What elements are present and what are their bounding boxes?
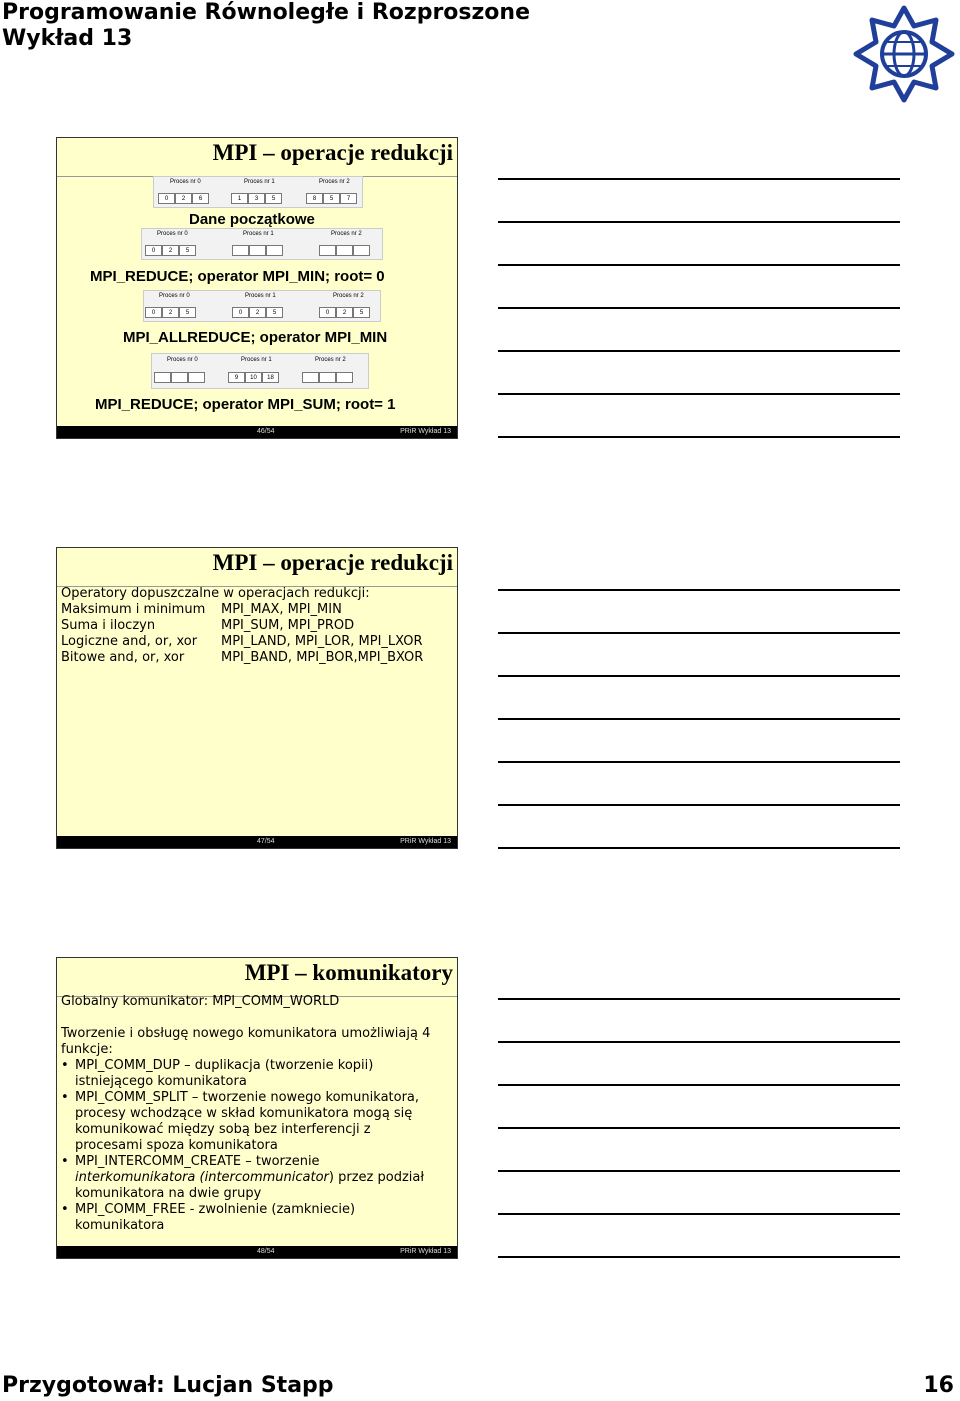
- list-item-line: procesami spoza komunikatora: [75, 1138, 278, 1153]
- university-logo-icon: [852, 4, 956, 104]
- list-item-line: komunikować między sobą bez interferencji z: [75, 1122, 371, 1137]
- caption-initial: Dane początkowe: [189, 211, 315, 228]
- list-item: [61, 1058, 424, 1090]
- initial-row-p2: [306, 193, 357, 204]
- list-item-line: istniejącego komunikatora: [75, 1074, 247, 1089]
- slide-footer-label: PRiR Wykład 13: [400, 428, 451, 435]
- allreduce-row-p0: [145, 307, 196, 318]
- data-cell: 5: [179, 245, 196, 256]
- list-item-line: procesy wchodzące w skład komunikatora mogą się: [75, 1106, 413, 1121]
- reduce-min-row-p0: [145, 245, 196, 256]
- empty-cell: [266, 245, 283, 256]
- operators-intro: Operatory dopuszczalne w operacjach redukcji:: [61, 586, 370, 601]
- data-cell: 9: [228, 372, 245, 383]
- note-line: [498, 350, 900, 352]
- empty-cell: [319, 245, 336, 256]
- empty-cell: [249, 245, 266, 256]
- reduce-min-row-p2: [319, 245, 370, 256]
- data-cell: 5: [266, 307, 283, 318]
- operator-ops: MPI_SUM, MPI_PROD: [221, 618, 355, 633]
- empty-cell: [232, 245, 249, 256]
- slide-title: MPI – komunikatory: [244, 960, 453, 985]
- note-line: [498, 718, 900, 720]
- slide-footer: [57, 426, 457, 438]
- proc-label: Proces nr 2: [331, 231, 362, 237]
- data-cell: 5: [353, 307, 370, 318]
- list-item-line: [75, 1170, 424, 1186]
- data-cell: 10: [245, 372, 262, 383]
- data-cell: 5: [179, 307, 196, 318]
- global-communicator: Globalny komunikator: MPI_COMM_WORLD: [61, 994, 340, 1009]
- empty-cell: [336, 245, 353, 256]
- list-item-line: • MPI_COMM_SPLIT – tworzenie nowego komunikatora,: [75, 1090, 420, 1105]
- note-line: [498, 675, 900, 677]
- empty-cell: [154, 372, 171, 383]
- note-line: [498, 436, 900, 438]
- note-line: [498, 221, 900, 223]
- data-cell: 2: [162, 307, 179, 318]
- slide-number: 47/54: [257, 838, 275, 845]
- note-line: [498, 1213, 900, 1215]
- note-line: [498, 264, 900, 266]
- data-cell: 2: [162, 245, 179, 256]
- slide-46: [56, 137, 458, 439]
- data-cell: 0: [145, 245, 162, 256]
- operator-ops: MPI_BAND, MPI_BOR,MPI_BXOR: [221, 650, 424, 665]
- data-cell: 0: [145, 307, 162, 318]
- note-line: [498, 1127, 900, 1129]
- note-line: [498, 804, 900, 806]
- data-cell: 5: [265, 193, 282, 204]
- operator-ops: MPI_LAND, MPI_LOR, MPI_LXOR: [221, 634, 423, 649]
- data-cell: 3: [248, 193, 265, 204]
- data-cell: 8: [306, 193, 323, 204]
- initial-row-p1: [231, 193, 282, 204]
- note-line: [498, 589, 900, 591]
- note-line: [498, 393, 900, 395]
- list-item: [61, 1090, 424, 1154]
- slide-number: 46/54: [257, 428, 275, 435]
- data-cell: 5: [323, 193, 340, 204]
- note-line: [498, 307, 900, 309]
- operator-name: Logiczne and, or, xor: [61, 634, 198, 649]
- proc-label: Proces nr 1: [243, 231, 274, 237]
- empty-cell: [188, 372, 205, 383]
- proc-label: Proces nr 1: [241, 357, 272, 363]
- intro-line: funkcje:: [61, 1042, 113, 1057]
- page-header: [2, 0, 530, 52]
- list-item-line: komunikatora na dwie grupy: [75, 1186, 262, 1201]
- function-list: [61, 1058, 424, 1234]
- reduce-sum-row-p1: [228, 372, 279, 383]
- proc-label: Proces nr 2: [333, 293, 364, 299]
- empty-cell: [336, 372, 353, 383]
- data-cell: 0: [158, 193, 175, 204]
- operator-name: Suma i iloczyn: [61, 618, 156, 633]
- note-line: [498, 761, 900, 763]
- empty-cell: [171, 372, 188, 383]
- caption-allreduce: MPI_ALLREDUCE; operator MPI_MIN: [123, 329, 388, 346]
- proc-label: Proces nr 2: [319, 179, 350, 185]
- proc-label: Proces nr 1: [244, 179, 275, 185]
- empty-cell: [302, 372, 319, 383]
- data-cell: 7: [340, 193, 357, 204]
- list-item: [61, 1154, 424, 1202]
- note-line: [498, 1041, 900, 1043]
- data-cell: 1: [231, 193, 248, 204]
- data-cell: 0: [319, 307, 336, 318]
- proc-label: Proces nr 0: [157, 231, 188, 237]
- list-item: [61, 1202, 424, 1234]
- header-subtitle: Wykład 13: [2, 26, 133, 51]
- data-cell: 2: [175, 193, 192, 204]
- slide-title: MPI – operacje redukcji: [212, 140, 453, 165]
- data-cell: 18: [262, 372, 279, 383]
- data-cell: 2: [336, 307, 353, 318]
- proc-label: Proces nr 0: [159, 293, 190, 299]
- list-item-line: • MPI_COMM_DUP – duplikacja (tworzenie kopii): [75, 1058, 374, 1073]
- note-line: [498, 178, 900, 180]
- note-line: [498, 847, 900, 849]
- slide-title: MPI – operacje redukcji: [212, 550, 453, 575]
- note-line: [498, 632, 900, 634]
- reduce-min-row-p1: [232, 245, 283, 256]
- list-item-line: komunikatora: [75, 1218, 165, 1233]
- operator-name: Maksimum i minimum: [61, 602, 206, 617]
- slide-number: 48/54: [257, 1248, 275, 1255]
- caption-reduce-min: MPI_REDUCE; operator MPI_MIN; root= 0: [90, 268, 385, 285]
- caption-reduce-sum: MPI_REDUCE; operator MPI_SUM; root= 1: [95, 396, 396, 413]
- note-line: [498, 998, 900, 1000]
- slide-footer: [57, 1246, 457, 1258]
- proc-label: Proces nr 1: [245, 293, 276, 299]
- allreduce-row-p2: [319, 307, 370, 318]
- note-line: [498, 1170, 900, 1172]
- proc-label: Proces nr 0: [167, 357, 198, 363]
- note-line: [498, 1084, 900, 1086]
- page-number: 16: [923, 1373, 954, 1398]
- initial-row-p0: [158, 193, 209, 204]
- empty-cell: [353, 245, 370, 256]
- slide-footer-label: PRiR Wykład 13: [400, 1248, 451, 1255]
- slide-48: [56, 957, 458, 1259]
- data-cell: 2: [249, 307, 266, 318]
- list-item-line: • MPI_COMM_FREE - zwolnienie (zamkniecie): [75, 1202, 356, 1217]
- slide-47: [56, 547, 458, 849]
- operator-name: Bitowe and, or, xor: [61, 650, 185, 665]
- page-footer-author: Przygotował: Lucjan Stapp: [2, 1373, 334, 1398]
- list-item-line: • MPI_INTERCOMM_CREATE – tworzenie: [75, 1154, 320, 1169]
- header-title: Programowanie Równoległe i Rozproszone: [2, 0, 530, 25]
- slide-footer: [57, 836, 457, 848]
- italic-term: interkomunikatora (intercommunicator: [75, 1170, 329, 1185]
- operator-ops: MPI_MAX, MPI_MIN: [221, 602, 342, 617]
- reduce-sum-row-p2: [302, 372, 353, 383]
- slide-footer-label: PRiR Wykład 13: [400, 838, 451, 845]
- empty-cell: [319, 372, 336, 383]
- proc-label: Proces nr 0: [170, 179, 201, 185]
- intro-line: Tworzenie i obsługę nowego komunikatora umożliwiają 4: [61, 1026, 431, 1041]
- allreduce-row-p1: [232, 307, 283, 318]
- note-line: [498, 1256, 900, 1258]
- list-item-text: ) przez podział: [328, 1170, 425, 1185]
- reduce-sum-row-p0: [154, 372, 205, 383]
- data-cell: 6: [192, 193, 209, 204]
- proc-label: Proces nr 2: [315, 357, 346, 363]
- data-cell: 0: [232, 307, 249, 318]
